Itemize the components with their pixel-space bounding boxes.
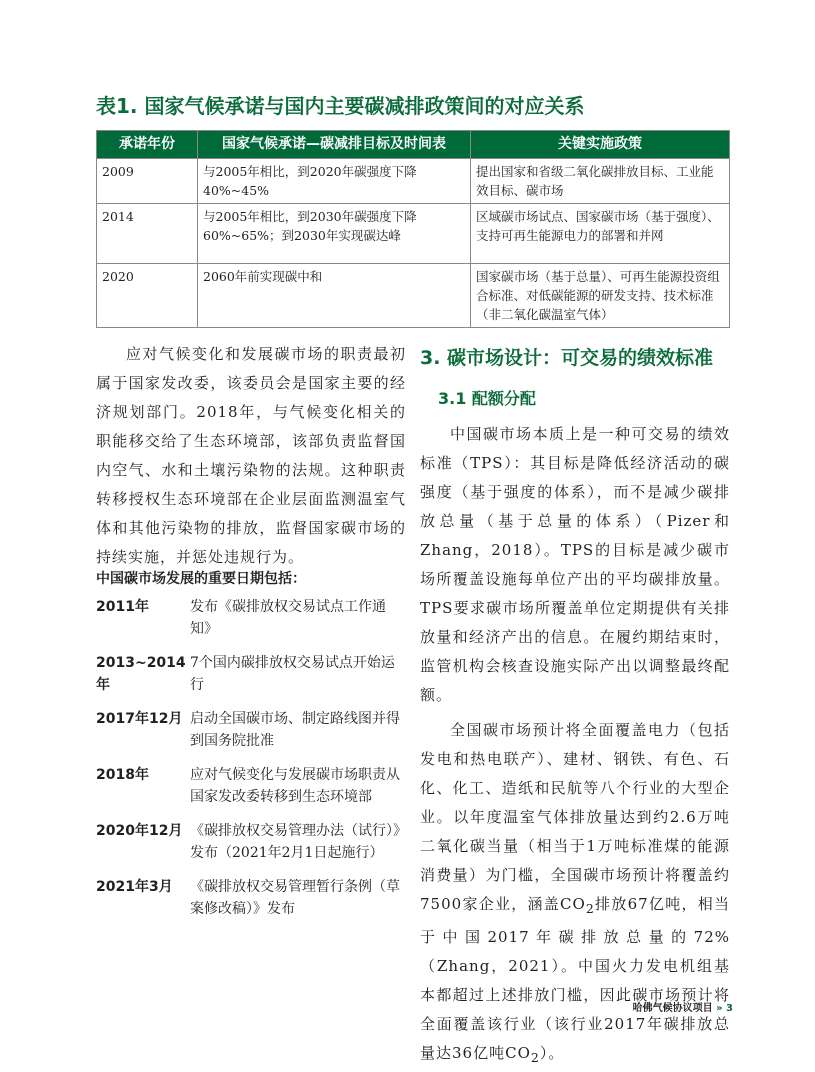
date-text: 《碳排放权交易管理办法（试行）》发布（2021年2月1日起施行） [190, 823, 400, 861]
date-item [96, 764, 406, 808]
footer [633, 999, 733, 1014]
page-number: 3 [726, 1003, 733, 1014]
table-title: 表1. 国家气候承诺与国内主要碳减排政策间的对应关系 [96, 94, 585, 118]
date-item [96, 876, 406, 920]
table-cell: 与2005年相比，到2030年碳强度下降60%~65%；到2030年实现碳达峰 [198, 204, 471, 264]
date-text: 《碳排放权交易管理暂行条例（草案修改稿）》发布 [190, 879, 400, 917]
date-label: 2020年12月 [96, 823, 183, 839]
table-cell: 2009 [97, 159, 198, 204]
footer-label: 哈佛气候协议项目 [632, 1003, 713, 1014]
right-column [420, 340, 730, 1072]
table-header: 关键实施政策 [471, 131, 730, 159]
table-cell: 与2005年相比，到2020年碳强度下降40%~45% [198, 159, 471, 204]
date-label: 2017年12月 [96, 711, 183, 727]
dates-list [96, 568, 406, 932]
paragraph: 中国碳市场本质上是一种可交易的绩效标准（TPS）：其目标是降低经济活动的碳强度（基于强度的体系），而不是减少碳排放总量（基于总量的体系）（Pizer和Zhang，2018）。TPS的目标是减少碳市场所覆盖设施每单位产出的平均碳排放量。TPS要求碳市场所覆盖单位定期提供有关排放量和经济产出的信息。在履约期结束时，监管机构会核查设施实际产出以调整最终配额。 [420, 425, 730, 704]
date-label: 2021年3月 [96, 879, 173, 895]
left-column [96, 340, 406, 572]
table-header: 承诺年份 [97, 131, 198, 159]
date-text: 7个国内碳排放权交易试点开始运行 [190, 655, 395, 693]
table-cell: 2060年前实现碳中和 [198, 264, 471, 328]
table-row [97, 159, 730, 204]
date-label: 2018年 [96, 767, 149, 783]
date-text: 应对气候变化与发展碳市场职责从国家发改委转移到生态环境部 [190, 767, 400, 805]
table-row [97, 264, 730, 328]
table-header: 国家气候承诺—碳减排目标及时间表 [198, 131, 471, 159]
table-row [97, 204, 730, 264]
date-label: 2011年 [96, 599, 149, 615]
date-item [96, 820, 406, 864]
date-label: 2013~2014年 [96, 655, 186, 693]
policy-table [96, 130, 730, 328]
dates-heading: 中国碳市场发展的重要日期包括： [96, 571, 306, 587]
subsection-heading: 3.1 配额分配 [438, 389, 536, 408]
table-cell: 区域碳市场试点、国家碳市场（基于强度）、支持可再生能源电力的部署和并网 [471, 204, 730, 264]
table-cell: 提出国家和省级二氧化碳排放目标、工业能效目标、碳市场 [471, 159, 730, 204]
section-heading: 3. 碳市场设计：可交易的绩效标准 [420, 347, 714, 369]
paragraph: 应对气候变化和发展碳市场的职责最初属于国家发改委，该委员会是国家主要的经济规划部门。2018年，与气候变化相关的职能移交给了生态环境部，该部负责监督国内空气、水和土壤污染物的法规。这种职责转移授权生态环境部在企业层面监测温室气体和其他污染物的排放，监督国家碳市场的持续实施，并惩处违规行为。 [96, 345, 406, 566]
paragraph: 全国碳市场预计将全面覆盖电力（包括发电和热电联产）、建材、钢铁、有色、石化、化工、造纸和民航等八个行业的大型企业。以年度温室气体排放量达到约2.6万吨二氧化碳当量（相当于1万吨标准煤的能源消费量）为门槛，全国碳市场预计将覆盖约7500家企业，涵盖$CO_2$排放67亿吨，相当于中国2017年碳排放总量的72%（Zhang，2021）。中国火力发电机组基本都超过上述排放门槛，因此碳市场预计将全面覆盖该行业（该行业2017年碳排放总量达36亿吨$CO_2$）。 [420, 721, 731, 1065]
date-item [96, 652, 406, 696]
table-cell: 2020 [97, 264, 198, 328]
footer-separator: » [716, 1003, 723, 1014]
table-cell: 国家碳市场（基于总量）、可再生能源投资组合标准、对低碳能源的研发支持、技术标准（非二氧化碳温室气体） [471, 264, 730, 328]
date-text: 发布《碳排放权交易试点工作通知》 [190, 599, 386, 637]
table-cell: 2014 [97, 204, 198, 264]
date-text: 启动全国碳市场、制定路线图并得到国务院批准 [190, 711, 400, 749]
date-item [96, 596, 406, 640]
date-item [96, 708, 406, 752]
